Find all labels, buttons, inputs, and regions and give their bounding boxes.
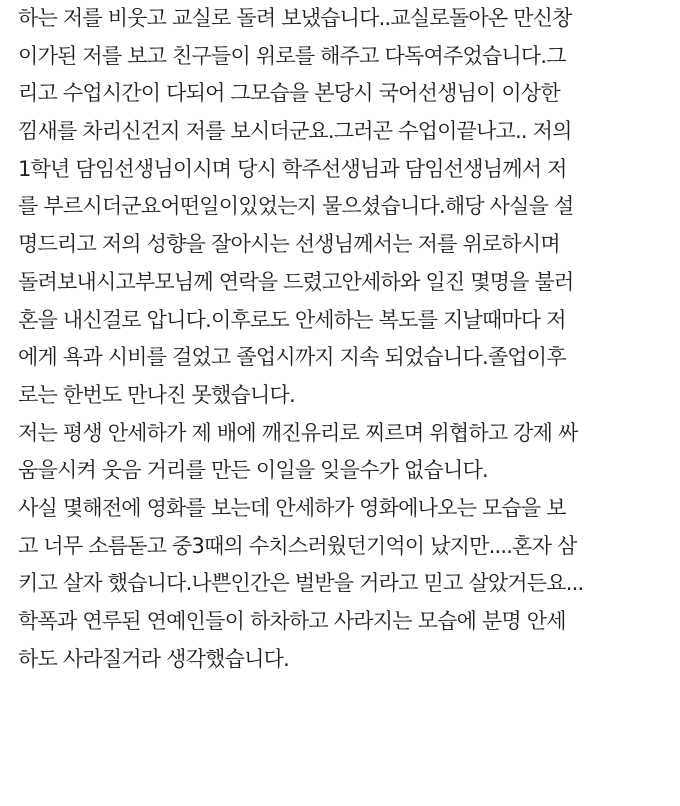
text-line: 돌려보내시고부모님께 연락을 드렸고안세하와 일진 몇명을 불러 (18, 269, 574, 294)
text-line: 하도 사라질거라 생각했습니다. (18, 646, 289, 671)
post-body-text (18, 0, 668, 678)
text-line: 1학년 담임선생님이시며 당시 학주선생님과 담임선생님께서 저 (18, 156, 567, 181)
text-line: 로는 한번도 만나진 못했습니다. (18, 382, 295, 407)
text-line: 학폭과 연루된 연예인들이 하차하고 사라지는 모습에 분명 안세 (18, 609, 566, 633)
text-line: 낌새를 차리신건지 저를 보시더군요.그러곤 수업이끝나고.. 저의 (18, 119, 572, 144)
text-line: 키고 살자 했습니다.나쁜인간은 벌받을 거라고 믿고 살았거든요... (18, 571, 584, 596)
text-line: 명드리고 저의 성향을 잘아시는 선생님께서는 저를 위로하시며 (18, 232, 560, 257)
text-line: 사실 몇해전에 영화를 보는데 안세하가 영화에나오는 모습을 보 (18, 495, 566, 520)
text-line: 이가된 저를 보고 친구들이 위로를 해주고 다독여주었습니다.그 (18, 43, 566, 68)
text-line: 리고 수업시간이 다되어 그모습을 본당시 국어선생님이 이상한 (18, 81, 560, 106)
text-line: 하는 저를 비웃고 교실로 돌려 보냈습니다..교실로돌아온 만신창 (18, 6, 572, 30)
text-line: 에게 욕과 시비를 걸었고 졸업시까지 지속 되었습니다.졸업이후 (18, 345, 566, 370)
text-line: 고 너무 소름돋고 중3때의 수치스러웠던기억이 났지만....혼자 삼 (18, 533, 577, 558)
text-line: 움을시켜 웃음 거리를 만든 이일을 잊을수가 없습니다. (18, 458, 488, 483)
text-line: 를 부르시더군요어떤일이있었는지 물으셨습니다.해당 사실을 설 (18, 194, 574, 219)
text-line: 저는 평생 안세하가 제 배에 깨진유리로 찌르며 위협하고 강제 싸 (18, 420, 578, 445)
text-line: 혼을 내신걸로 압니다.이후로도 안세하는 복도를 지날때마다 저 (18, 307, 566, 332)
